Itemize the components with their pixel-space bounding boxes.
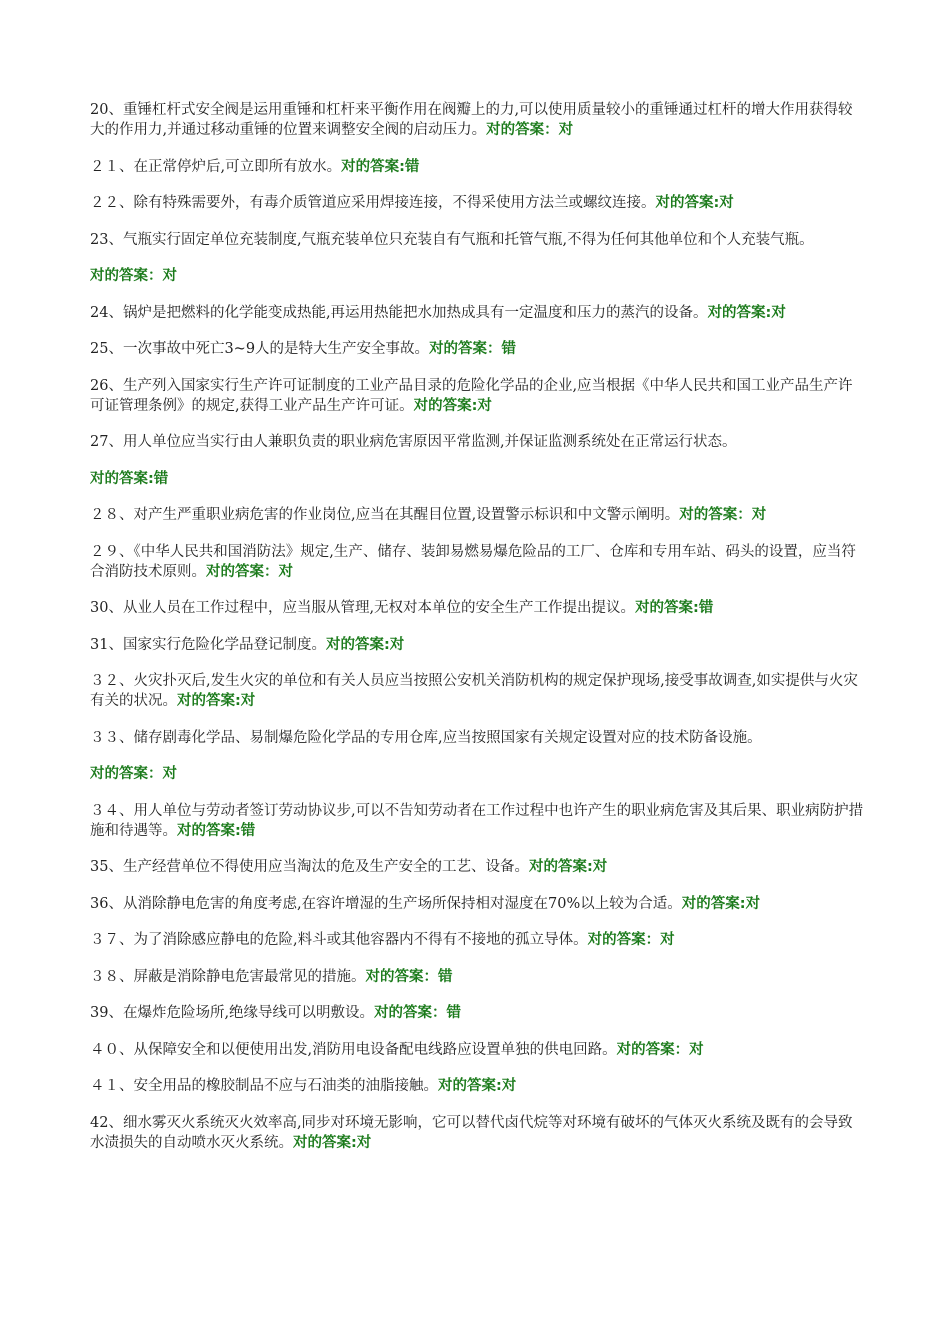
answer-label: 对的答案：对 — [90, 766, 177, 782]
question-22 — [90, 193, 865, 213]
answer-label: 对的答案：对 — [486, 122, 574, 138]
question-38 — [90, 967, 865, 987]
question-text: 24、锅炉是把燃料的化学能变成热能,再运用热能把水加热成具有一定温度和压力的蒸汽的设备。 — [90, 304, 708, 321]
question-text: 36、从消除静电危害的角度考虑,在容许增湿的生产场所保持相对湿度在70%以上较为合适。 — [90, 895, 682, 912]
answer-label: 对的答案:对 — [528, 859, 608, 875]
question-text: ４０、从保障安全和以便使用出发,消防用电设备配电线路应设置单独的供电回路。 — [90, 1041, 617, 1058]
question-30 — [90, 598, 865, 618]
question-text: ２８、对产生严重职业病危害的作业岗位,应当在其醒目位置,设置警示标识和中文警示阐明。 — [90, 507, 680, 523]
question-34 — [90, 801, 865, 841]
question-text: 30、从业人员在工作过程中，应当服从管理,无权对本单位的安全生产工作提出提议。 — [90, 600, 636, 616]
question-24 — [90, 303, 865, 323]
answer-label: 对的答案:对 — [413, 397, 492, 414]
answer-label: 对的答案:对 — [293, 1134, 372, 1151]
answer-label: 对的答案:错 — [635, 600, 714, 616]
answer-label: 对的答案：对 — [679, 507, 767, 523]
document-page — [90, 100, 865, 1169]
question-20 — [90, 100, 865, 140]
question-text: ４１、安全用品的橡胶制品不应与石油类的油脂接触。 — [90, 1078, 438, 1094]
question-text: 20、重锤杠杆式安全阀是运用重锤和杠杆来平衡作用在阀瓣上的力,可以使用质量较小的重锤通过杠杆的增大作用获得较大的作用力,并通过移动重锤的位置来调整安全阀的启动压力。 — [90, 102, 853, 138]
answer-label: 对的答案：错 — [374, 1005, 462, 1021]
answer-label: 对的答案:对 — [707, 304, 786, 321]
answer-label: 对的答案：对 — [206, 563, 293, 580]
question-text: ２１、在正常停炉后,可立即所有放水。 — [90, 158, 342, 175]
answer-label: 对的答案：错 — [365, 968, 453, 985]
answer-label: 对的答案：错 — [429, 341, 517, 357]
question-text: 23、气瓶实行固定单位充装制度,气瓶充装单位只充装自有气瓶和托管气瓶,不得为任何其他单位和个人充装气瓶。 — [90, 231, 814, 248]
question-text: 27、用人单位应当实行由人兼职负责的职业病危害原因平常监测,并保证监测系统处在正常运行状态。 — [90, 434, 737, 450]
question-text: ２２、除有特殊需要外，有毒介质管道应采用焊接连接，不得采使用方法兰或螺纹连接。 — [90, 195, 656, 211]
answer-label: 对的答案:错 — [177, 822, 256, 839]
answer-line-23 — [90, 266, 865, 286]
question-text: 31、国家实行危险化学品登记制度。 — [90, 636, 326, 653]
question-text: ２９、《中华人民共和国消防法》规定,生产、储存、装卸易燃易爆危险品的工厂、仓库和专用车站、码头的设置，应当符合消防技术原则。 — [90, 543, 856, 580]
answer-label: 对的答案:错 — [90, 470, 169, 487]
question-text: ３８、屏蔽是消除静电危害最常见的措施。 — [90, 968, 366, 985]
question-33 — [90, 728, 865, 748]
question-text: ３２、火灾扑灭后,发生火灾的单位和有关人员应当按照公安机关消防机构的规定保护现场,接受事故调查,如实提供与火灾有关的状况。 — [90, 673, 858, 709]
answer-label: 对的答案:对 — [681, 895, 761, 912]
question-28 — [90, 505, 865, 525]
question-31 — [90, 635, 865, 655]
answer-label: 对的答案：对 — [587, 932, 675, 948]
answer-label: 对的答案：对 — [616, 1041, 704, 1058]
question-text: 42、细水雾灭火系统灭火效率高,同步对环境无影响，它可以替代卤代烷等对环境有破坏的气体灭火系统及既有的会导致水渍损失的自动喷水灭火系统。 — [90, 1114, 853, 1151]
question-26 — [90, 376, 865, 416]
question-40 — [90, 1040, 865, 1060]
question-32 — [90, 671, 865, 711]
question-41 — [90, 1076, 865, 1096]
question-42 — [90, 1113, 865, 1153]
question-29 — [90, 542, 865, 582]
question-text: 35、生产经营单位不得使用应当淘汰的危及生产安全的工艺、设备。 — [90, 859, 529, 875]
question-text: 39、在爆炸危险场所,绝缘导线可以明敷设。 — [90, 1005, 375, 1021]
question-text: ３４、用人单位与劳动者签订劳动协议步,可以不告知劳动者在工作过程中也许产生的职业病危害及其后果、职业病防护措施和待遇等。 — [90, 802, 864, 839]
answer-label: 对的答案:对 — [177, 693, 256, 709]
answer-label: 对的答案:对 — [438, 1078, 517, 1094]
answer-line-27 — [90, 469, 865, 489]
question-36 — [90, 894, 865, 914]
answer-label: 对的答案:对 — [655, 195, 734, 211]
question-37 — [90, 930, 865, 950]
question-23 — [90, 230, 865, 250]
question-text: ３３、储存剧毒化学品、易制爆危险化学品的专用仓库,应当按照国家有关规定设置对应的技术防备设施。 — [90, 729, 762, 746]
answer-label: 对的答案：对 — [90, 268, 177, 284]
question-text: ３７、为了消除感应静电的危险,料斗或其他容器内不得有不接地的孤立导体。 — [90, 932, 588, 948]
question-27 — [90, 432, 865, 452]
question-25 — [90, 339, 865, 359]
answer-label: 对的答案:错 — [341, 158, 420, 175]
question-35 — [90, 857, 865, 877]
question-text: 25、一次事故中死亡3~9人的是特大生产安全事故。 — [90, 341, 430, 357]
question-21 — [90, 157, 865, 177]
answer-line-33 — [90, 764, 865, 784]
question-text: 26、生产列入国家实行生产许可证制度的工业产品目录的危险化学品的企业,应当根据《中华人民共和国工业产品生产许可证管理条例》的规定,获得工业产品生产许可证。 — [90, 377, 853, 414]
answer-label: 对的答案:对 — [325, 636, 405, 653]
question-39 — [90, 1003, 865, 1023]
